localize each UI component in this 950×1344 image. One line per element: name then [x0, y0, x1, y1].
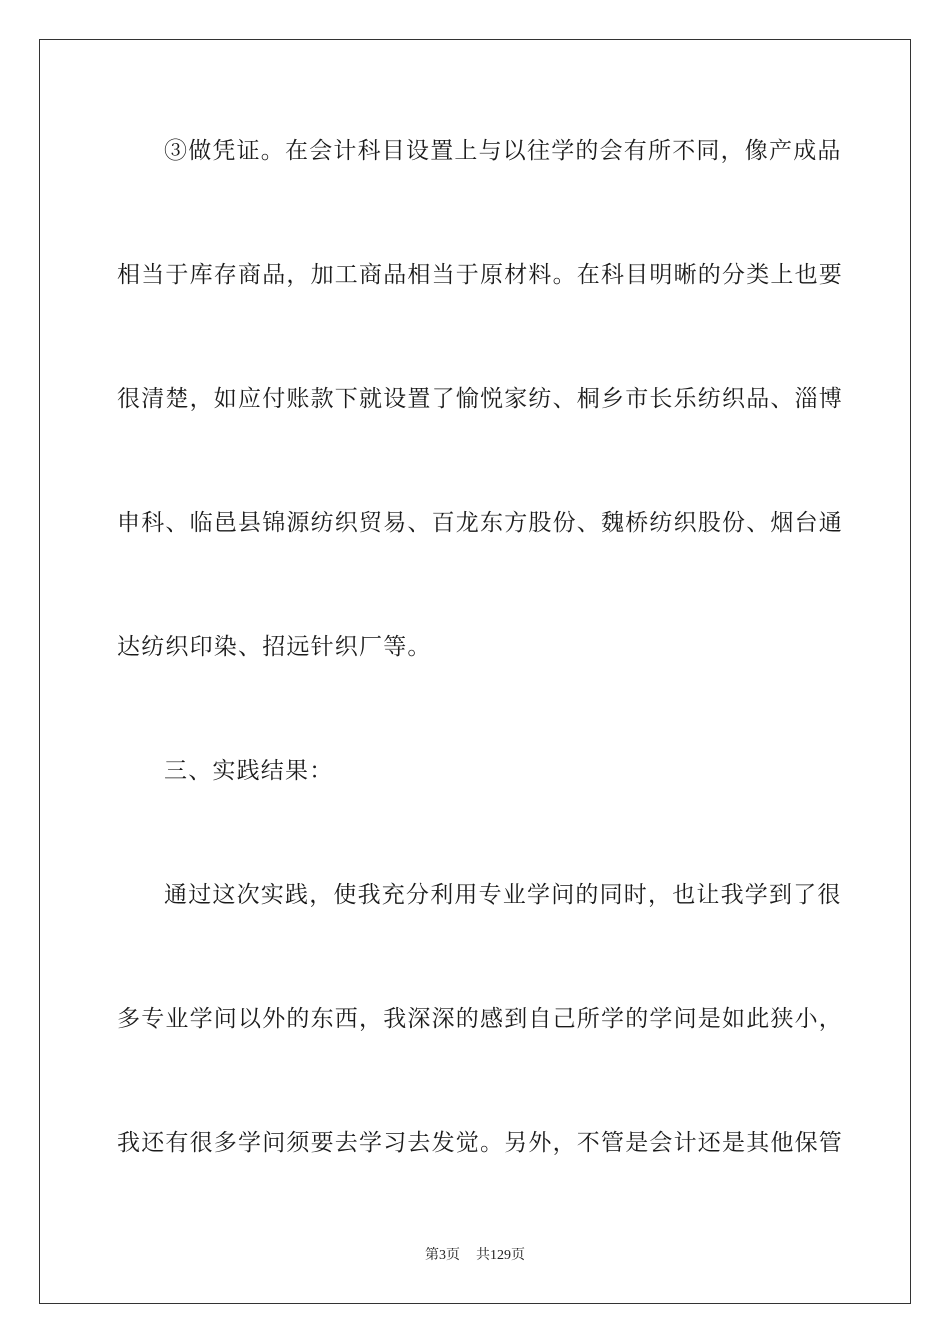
text-line-3: 很清楚，如应付账款下就设置了愉悦家纺、桐乡市长乐纺织品、淄博 [117, 386, 843, 412]
text-line-1: ③做凭证。在会计科目设置上与以往学的会有所不同，像产成品 [164, 138, 842, 164]
page-number-current: 第3页 [425, 1248, 460, 1263]
page-footer [0, 1247, 950, 1265]
section-heading: 三、实践结果： [164, 758, 334, 784]
page-number-total: 共129页 [476, 1248, 525, 1263]
text-line-8: 多专业学问以外的东西，我深深的感到自己所学的学问是如此狭小， [117, 1006, 843, 1032]
page-border [39, 39, 911, 1304]
text-line-9: 我还有很多学问须要去学习去发觉。另外，不管是会计还是其他保管 [117, 1130, 843, 1156]
text-line-7: 通过这次实践，使我充分利用专业学问的同时，也让我学到了很 [164, 882, 842, 908]
text-line-4: 申科、临邑县锦源纺织贸易、百龙东方股份、魏桥纺织股份、烟台通 [117, 510, 843, 536]
text-line-2: 相当于库存商品，加工商品相当于原材料。在科目明晰的分类上也要 [117, 262, 843, 288]
text-line-5: 达纺织印染、招远针织厂等。 [117, 634, 432, 660]
